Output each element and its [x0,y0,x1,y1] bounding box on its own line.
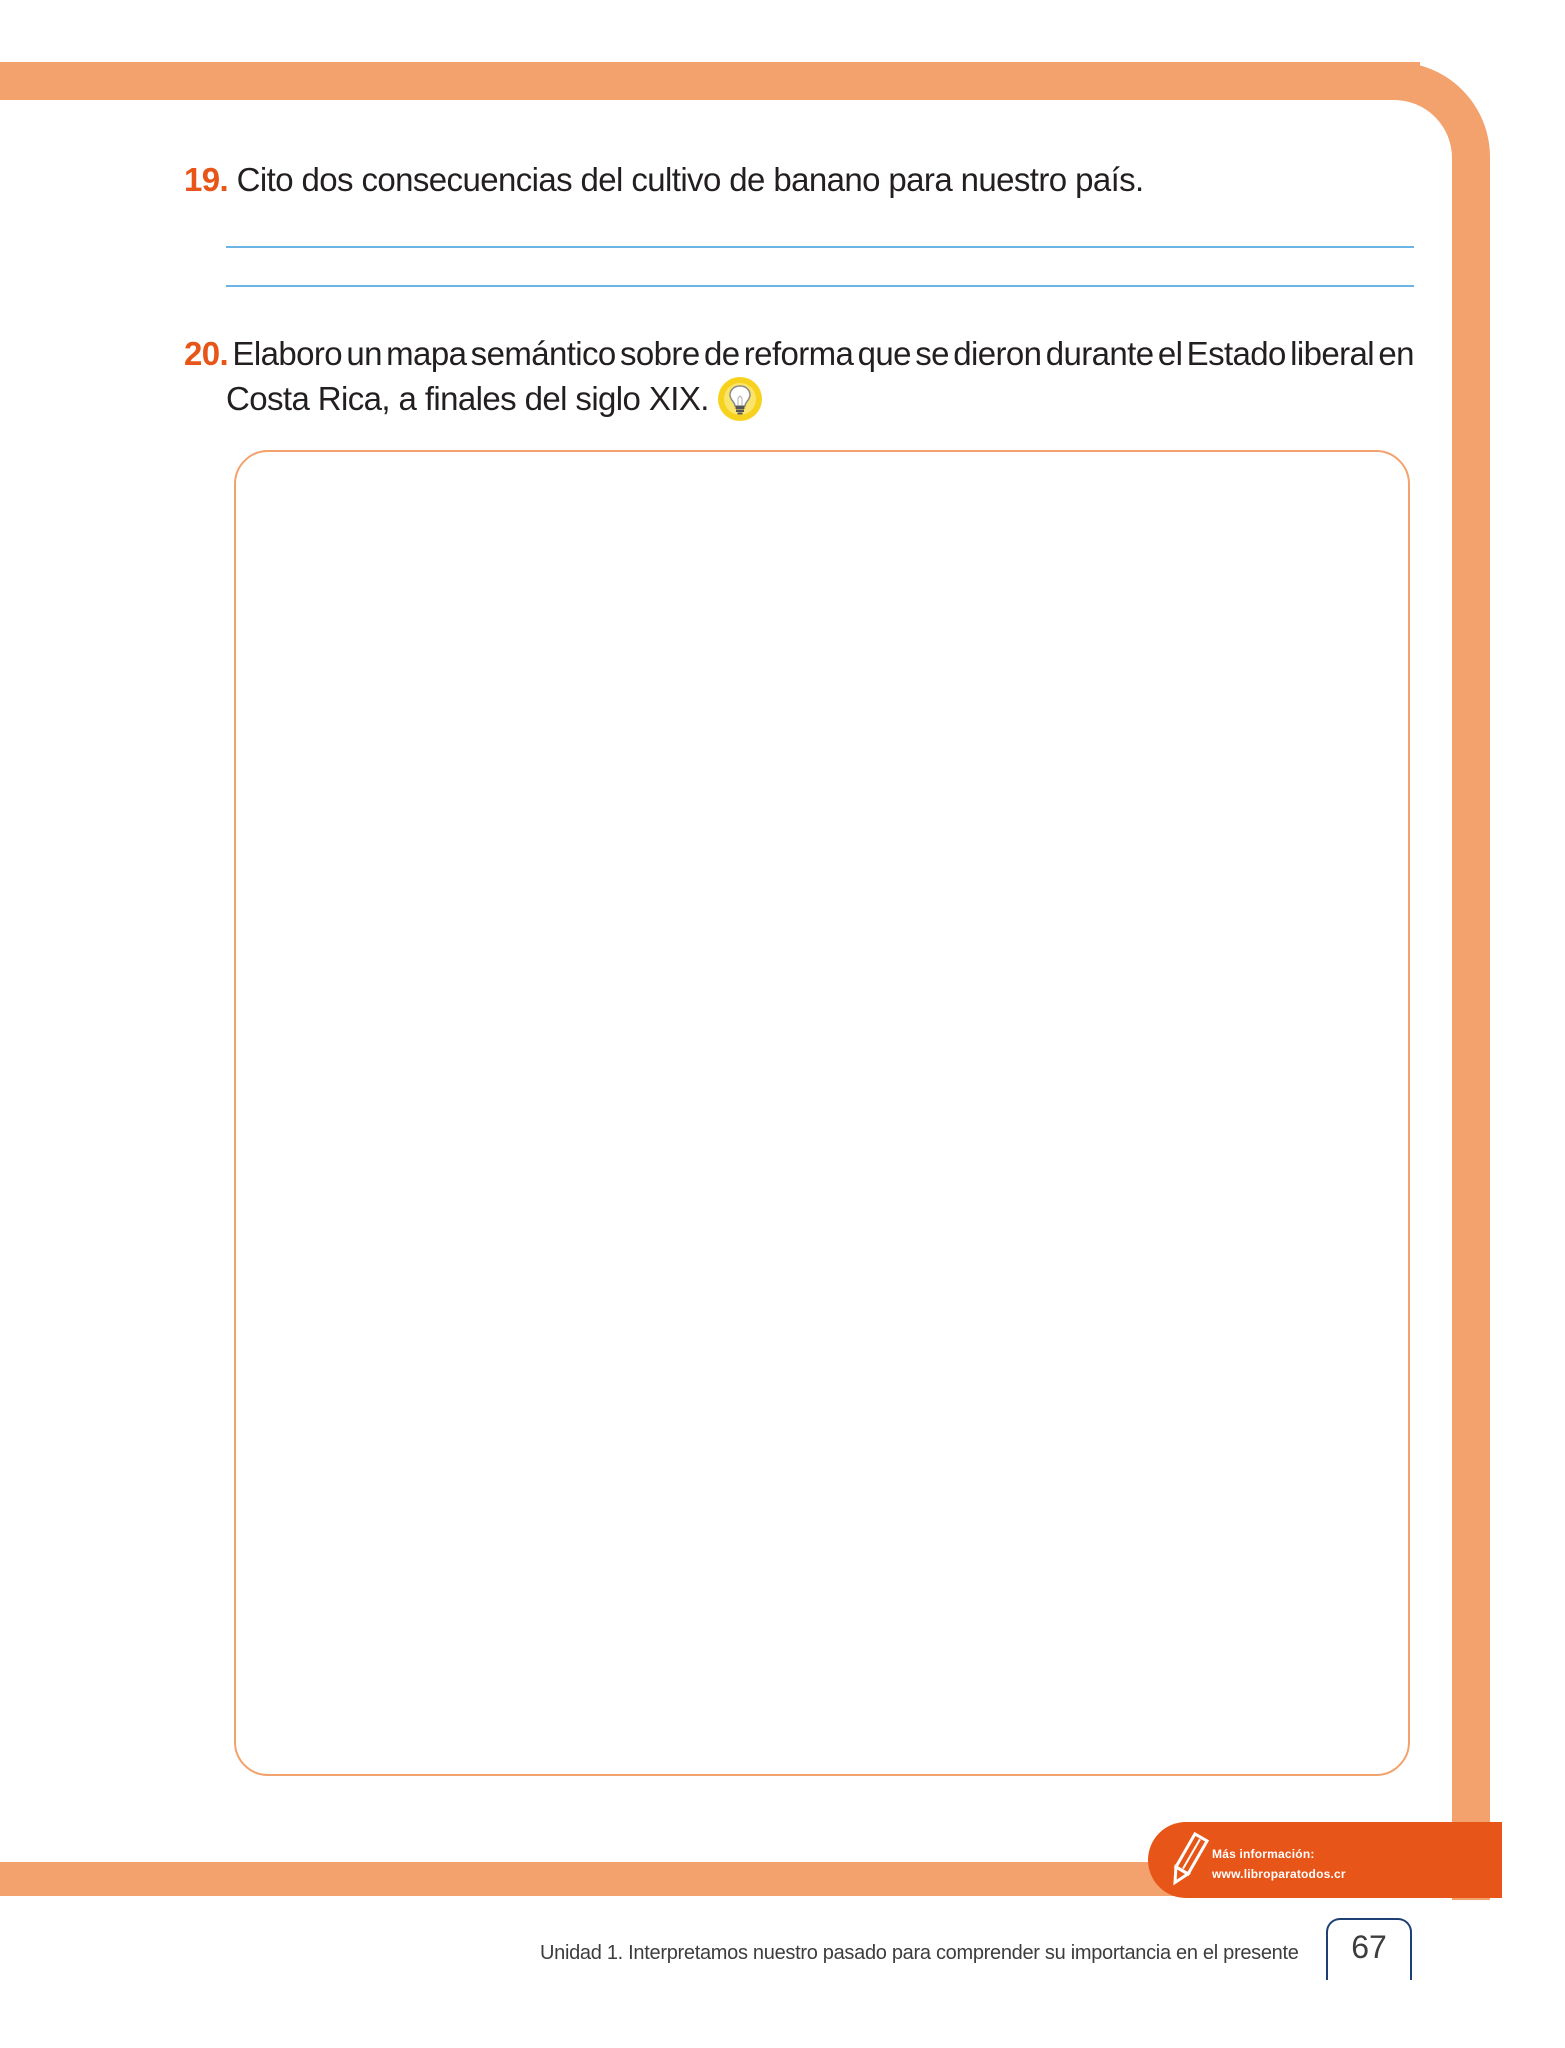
lightbulb-icon [717,376,763,422]
question-word: de [703,335,740,372]
question-word: se [915,335,949,372]
question-number: 20. [184,335,229,372]
question-word: mapa [386,335,467,372]
question-word: Estado [1186,335,1286,372]
footer-unit-title: Unidad 1. Interpretamos nuestro pasado para comprender su importancia en el presente [540,1942,1299,1964]
question-word: sobre [620,335,700,372]
question-text: Cito dos consecuencias del cultivo de banano para nuestro país. [236,161,1144,198]
page-frame-right [1452,240,1490,1900]
question-word: el [1157,335,1183,372]
question-20-line-2 [184,376,1414,422]
question-word: reforma [743,335,854,372]
more-info-tab[interactable] [1148,1822,1502,1898]
answer-line-1[interactable] [226,246,1414,248]
semantic-map-answer-box[interactable] [234,450,1410,1776]
more-info-label: Más información: [1212,1847,1315,1861]
page-number: 67 [1351,1929,1387,1965]
question-20-line-1 [184,332,1414,376]
question-20 [184,332,1414,422]
page-frame-bottom [0,1862,1180,1896]
more-info-url[interactable]: www.libroparatodos.cr [1212,1867,1346,1881]
question-word: durante [1045,335,1154,372]
question-word: un [346,335,382,372]
page-number-box [1326,1918,1412,1980]
question-word: en [1378,335,1414,372]
question-word: liberal [1290,335,1374,372]
question-19 [184,158,1414,202]
question-word: que [857,335,911,372]
answer-line-2[interactable] [226,285,1414,287]
question-word: Elaboro [232,335,342,372]
question-word: semántico [470,335,616,372]
question-number: 19. [184,161,229,198]
question-text-line-2: Costa Rica, a finales del siglo XIX. [226,380,709,417]
page-frame-top [0,62,1420,100]
question-word: dieron [953,335,1042,372]
more-info-text [1212,1844,1346,1884]
pencil-icon [1166,1830,1210,1890]
